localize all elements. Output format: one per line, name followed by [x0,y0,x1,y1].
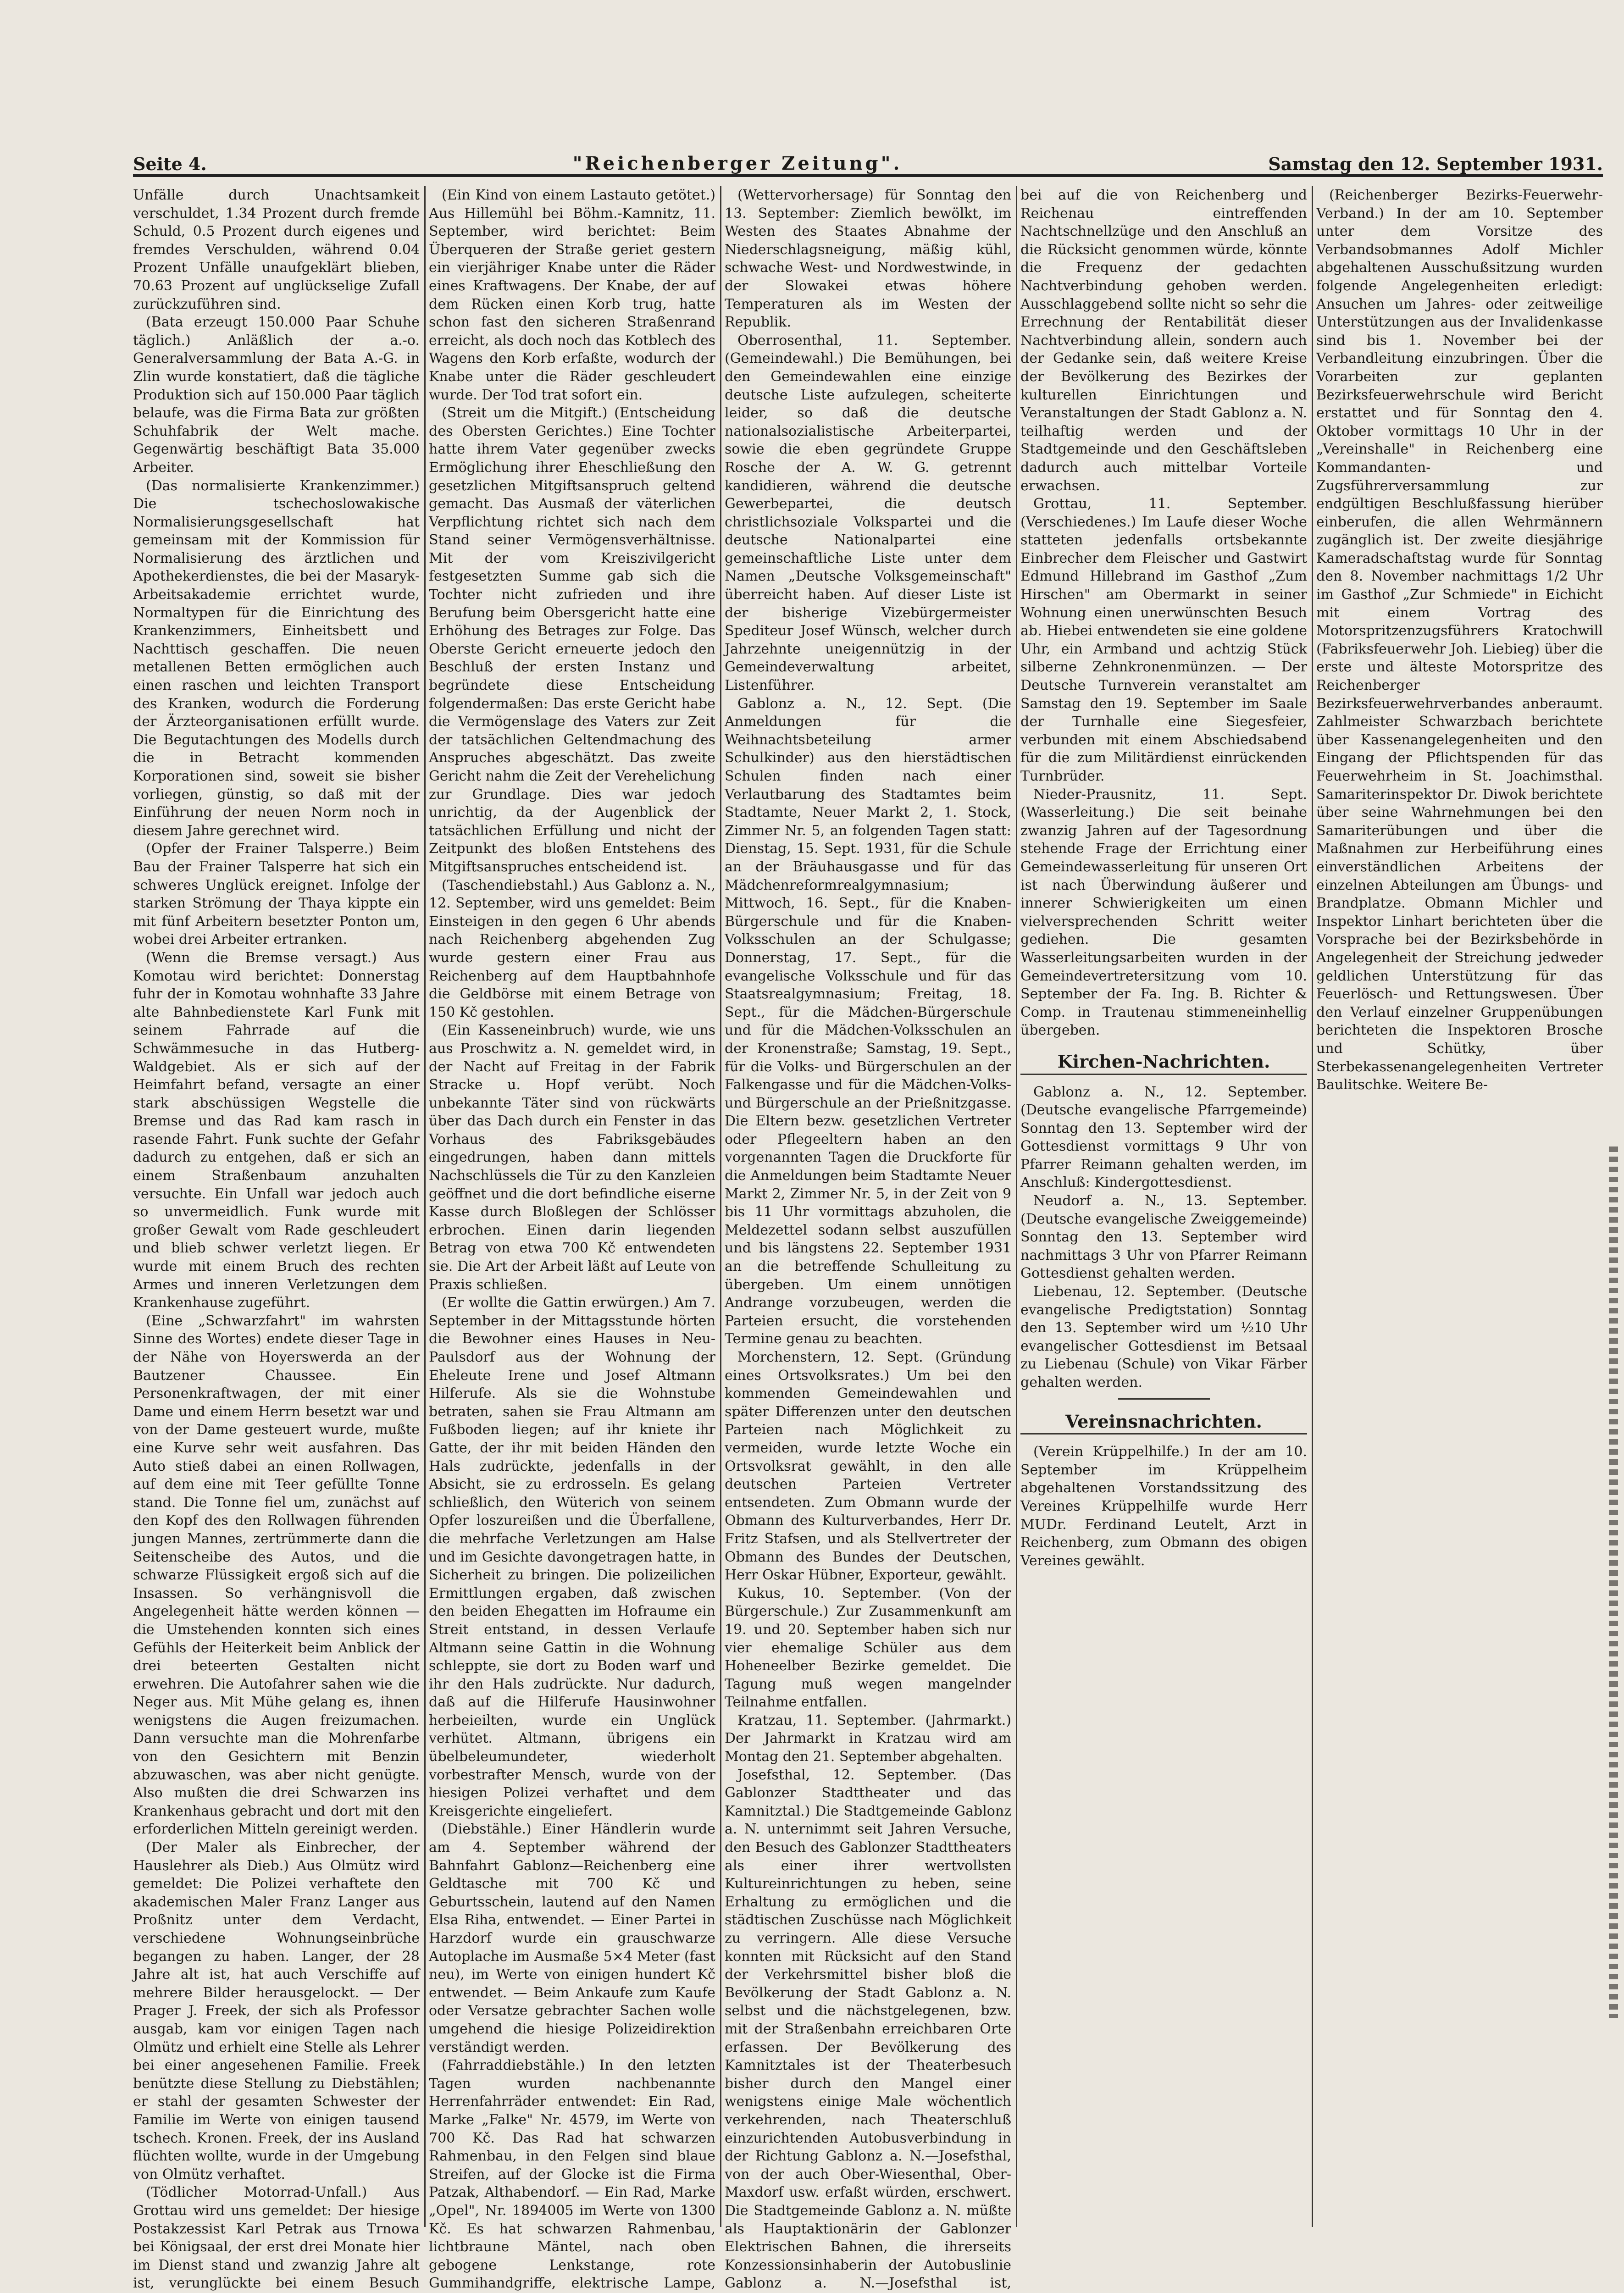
article-paragraph: (Bata erzeugt 150.000 Paar Schuhe täglich.) Anläßlich der a.-o. Generalversammlung der Bata A.-G. in Zlin wurde konstatiert, daß die tägliche Produktion sich auf 150.000 Paar täglich belaufe, was die Firma Bata zur größten Schuhfabrik der Welt mache. Gegenwärtig beschäftigt Bata 35.000 Arbeiter. [133,314,420,476]
article-paragraph: (Verein Krüppelhilfe.) In der am 10. September im Krüppelheim abgehaltenen Vorstandssitzung des Vereines Krüppelhilfe wurde Herr MUDr. Ferdinand Leutelt, Arzt in Reichenberg, zum Obmann des obigen Vereines gewählt. [1020,1444,1307,1569]
column-rule [720,186,721,2227]
page-header [133,142,1603,177]
column-2 [429,186,715,2292]
section-divider [1118,1398,1210,1400]
article-paragraph: bei auf die von Reichenberg und Reichenau eintreffenden Nachtschnellzüge und den Anschluß an die Rücksicht genommen würde, könnte die Frequenz der gedachten Nachtverbindung gehoben werden. Ausschlaggebend sollte nicht so sehr die Errechnung der Rentabilität dieser Nachtverbindung allein, sondern auch der Gedanke sein, daß weitere Kreise der Bevölkerung des Bezirkes der kulturellen Einrichtungen und Veranstaltungen der Stadt Gablonz a. N. teilhaftig werden und der Stadtgemeinde und den Geschäftsleben dadurch auch mittelbar Vorteile erwachsen. [1020,187,1307,494]
article-paragraph: (Reichenberger Bezirks-Feuerwehr-Verband.) In der am 10. September unter dem Vorsitze des Verbandsobmannes Adolf Michler abgehaltenen Ausschußsitzung wurden folgende Angelegenheiten erledigt: Ansuchen um Jahres- oder zeitweilige Unterstützungen aus der Invalidenkasse sind bis 1. November bei der Verbandleitung einzubringen. Über die Vorarbeiten zur geplanten Bezirksfeuerwehrschule wird Bericht erstattet und für Sonntag den 4. Oktober vormittags 10 Uhr in der „Vereinshalle" in Reichenberg eine Kommandanten- und Zugsführerversammlung zur endgültigen Beschlußfassung hierüber einberufen, die allen Wehrmännern zugänglich ist. Der zweite diesjährige Kameradschaftstag wurde für Sonntag den 8. November nachmittags 1/2 Uhr im Gasthof „Zur Schmiede" in Eichicht mit einem Vortrag des Motorspritzenzugsführers Kratochwill (Fabriksfeuerwehr Joh. Liebieg) über die erste und älteste Motorspritze des Reichenberger Bezirksfeuerwehrverbandes anberaumt. Zahlmeister Schwarzbach berichtete über Kassenangelegenheiten und den Eingang der Pflichtspenden für das Feuerwehrheim in St. Joachimsthal. Samariterinspektor Dr. Diwok berichtete über seine Wahrnehmungen bei den Samariterübungen und über die Maßnahmen zur Herbeiführung eines einverständlichen Arbeitens der einzelnen Abteilungen am Übungs- und Brandplatze. Obmann Michler und Inspektor Linhart berichteten über die Vorsprache bei der Bezirksbehörde in Angelegenheit der Streichung jedweder geldlichen Unterstützung für das Feuerlösch- und Rettungswesen. Über den Verlauf einzelner Gruppenübungen berichteten die Inspektoren Brosche und Schütky, über Sterbekassenangelegenheiten Vertreter Baulitschke. Weitere Be- [1316,187,1603,1093]
column-3 [725,186,1011,2292]
article-paragraph: Nieder-Prausnitz, 11. Sept. (Wasserleitung.) Die seit beinahe zwanzig Jahren auf der Tagesordnung stehende Frage der Errichtung einer Gemeindewasserleitung für unseren Ort ist nach Überwindung äußerer und innerer Schwierigkeiten um einen vielversprechenden Schritt weiter gediehen. Die gesamten Wasserleitungsarbeiten wurden in der Gemeindevertretersitzung vom 10. September der Fa. Ing. B. Richter & Comp. in Trautenau stimmeneinhellig übergeben. [1020,786,1307,1039]
article-paragraph: (Ein Kasseneinbruch) wurde, wie uns aus Proschwitz a. N. gemeldet wird, in der Nacht auf Freitag in der Fabrik Stracke u. Hopf verübt. Noch unbekannte Täter sind von rückwärts über das Dach durch ein Fenster in das Vorhaus des Fabriksgebäudes eingedrungen, haben dann mittels Nachschlüssels die Tür zu den Kanzleien geöffnet und die dort befindliche eiserne Kasse durch Bloßlegen der Schlösser erbrochen. Einen darin liegenden Betrag von etwa 700 Kč entwendeten sie. Die Art der Arbeit läßt auf Leute von Praxis schließen. [429,1022,715,1293]
page-edge-shadow [1609,1146,1618,2018]
article-paragraph: Gablonz a. N., 12. September. (Deutsche evangelische Pfarrgemeinde) Sonntag den 13. September wird der Gottesdienst vormittags 9 Uhr von Pfarrer Reimann gehalten werden, im Anschluß: Kindergottesdienst. [1020,1084,1307,1191]
column-rule [1016,186,1017,2227]
article-paragraph: (Wettervorhersage) für Sonntag den 13. September: Ziemlich bewölkt, im Westen des Staates Abnahme der Niederschlagsneigung, mäßig kühl, schwache West- und Nordwestwinde, in der Slowakei etwas höhere Temperaturen als im Westen der Republik. [725,187,1011,331]
article-paragraph: Josefsthal, 12. September. (Das Gablonzer Stadttheater und das Kamnitztal.) Die Stadtgemeinde Gablonz a. N. unternimmt seit Jahren Versuche, den Besuch des Gablonzer Stadttheaters als einer ihrer wertvollsten Kultureinrichtungen zu heben, seine Erhaltung zu ermöglichen und die städtischen Zuschüsse nach Möglichkeit zu verringern. Alle diese Versuche konnten mit Rücksicht auf den Stand der Verkehrsmittel bisher bloß die Bevölkerung der Stadt Gablonz a. N. selbst und die nächstgelegenen, bzw. mit der Straßenbahn erreichbaren Orte erfassen. Der Bevölkerung des Kamnitztales ist der Theaterbesuch bisher durch den Mangel einer wenigstens einige Male wöchentlich verkehrenden, nach Theaterschluß einzurichtenden Autobusverbindung in der Richtung Gablonz a. N.—Josefsthal, von der auch Ober-Wiesenthal, Ober-Maxdorf usw. erfaßt würden, erschwert. Die Stadtgemeinde Gablonz a. N. müßte als Hauptaktionärin der Gablonzer Elektrischen Bahnen, die ihrerseits Konzessionsinhaberin der Autobuslinie Gablonz a. N.—Josefsthal ist, [725,1767,1011,2292]
article-paragraph: (Der Maler als Einbrecher, der Hauslehrer als Dieb.) Aus Olmütz wird gemeldet: Die Polizei verhaftete den akademischen Maler Franz Langer aus Proßnitz unter dem Verdacht, verschiedene Wohnungseinbrüche begangen zu haben. Langer, der 28 Jahre alt ist, hat auch Verschiffe auf mehrere Bilder herausgelockt. — Der Prager J. Freek, der sich als Professor ausgab, kam vor einigen Tagen nach Olmütz und erhielt eine Stelle als Lehrer bei einer angesehenen Familie. Freek benützte diese Stellung zu Diebstählen; er stahl der gesamten Schwester der Familie im Werte von einigen tausend tschech. Kronen. Freek, der ins Ausland flüchten wollte, wurde in der Umgebung von Olmütz verhaftet. [133,1839,420,2182]
article-paragraph: Morchenstern, 12. Sept. (Gründung eines Ortsvolksrates.) Um bei den kommenden Gemeindewahlen und später Differenzen unter den deutschen Parteien nach Möglichkeit zu vermeiden, wurde letzte Woche ein Ortsvolksrat gewählt, in den alle deutschen Parteien Vertreter entsendeten. Zum Obmann wurde der Obmann des Kulturverbandes, Herr Dr. Fritz Stafsen, und als Stellvertreter der Obmann des Bundes der Deutschen, Herr Oskar Hübner, Exporteur, gewählt. [725,1349,1011,1584]
column-rule [1312,186,1313,2227]
article-paragraph: Gablonz a. N., 12. Sept. (Die Anmeldungen für die Weihnachtsbeteilung armer Schulkinder) aus den hierstädtischen Schulen finden nach einer Verlautbarung des Stadtamtes beim Stadtamte, Neuer Markt 2, 1. Stock, Zimmer Nr. 5, an folgenden Tagen statt: Dienstag, 15. Sept. 1931, für die Schule an der Bräuhausgasse und für das Mädchenreformrealgymnasium; Mittwoch, 16. Sept., für die Knaben-Bürgerschule und für die Knaben-Volksschulen an der Schulgasse; Donnerstag, 17. Sept., für die evangelische Volksschule und für das Staatsrealgymnasium; Freitag, 18. Sept., für die Mädchen-Bürgerschule und für die Mädchen-Volksschulen an der Kronenstraße; Samstag, 19. Sept., für die Volks- und Bürgerschulen an der Falkengasse und für die Mädchen-Volks- und Bürgerschule an der Prießnitzgasse. Die Eltern bezw. gesetzlichen Vertreter oder Pflegeeltern haben an den vorgenannten Tagen die Druckforte für die Anmeldungen beim Stadtamte Neuer Markt 2, Zimmer Nr. 5, in der Zeit von 9 bis 11 Uhr vormittags abzuholen, die Meldezettel sodann selbst auszufüllen und bis längstens 22. September 1931 an die betreffende Schulleitung zu übergeben. Um einem unnötigen Andrange vorzubeugen, werden die Parteien ersucht, die vorstehenden Termine genau zu beachten. [725,695,1011,1347]
article-paragraph: (Tödlicher Motorrad-Unfall.) Aus Grottau wird uns gemeldet: Der hiesige Postakzessist Karl Petrak aus Trnowa bei Königsaal, der erst drei Monate hier im Dienst stand und zwanzig Jahre alt ist, verunglückte bei einem Besuch [133,2184,420,2292]
newspaper-page [133,142,1603,2292]
page-number: Seite 4. [133,154,207,174]
article-paragraph: (Ein Kind von einem Lastauto getötet.) Aus Hillemühl bei Böhm.-Kamnitz, 11. September, wird berichtet: Beim Überqueren der Straße geriet gestern ein vierjähriger Knabe unter die Räder eines Kraftwagens. Der Knabe, der auf dem Rücken einen Korb trug, hatte schon fast den sicheren Straßenrand erreicht, als doch noch das Kotblech des Wagens den Korb erfaßte, wodurch der Knabe unter die Räder geschleudert wurde. Der Tod trat sofort ein. [429,187,715,403]
article-paragraph: (Fahrraddiebstähle.) In den letzten Tagen wurden nachbenannte Herrenfahrräder entwendet: Ein Rad, Marke „Falke" Nr. 4579, im Werte von 700 Kč. Das Rad hat schwarzen Rahmenbau, in den Felgen sind blaue Streifen, auf der Glocke ist die Firma Patzak, Althabendorf. — Ein Rad, Marke „Opel", Nr. 1894005 im Werte von 1300 Kč. Es hat schwarzen Rahmenbau, lichtbraune Mäntel, nach oben gebogene Lenkstange, rote Gummihandgriffe, elektrische Lampe, [429,2057,715,2292]
article-paragraph: (Opfer der Frainer Talsperre.) Beim Bau der Frainer Talsperre hat sich ein schweres Unglück ereignet. Infolge der starken Strömung der Thaya kippte ein mit fünf Arbeitern besetzter Ponton um, wobei drei Arbeiter ertranken. [133,841,420,948]
article-paragraph: Liebenau, 12. September. (Deutsche evangelische Predigtstation) Sonntag den 13. September wird um ½10 Uhr evangelischer Gottesdienst im Betsaal zu Liebenau (Schule) von Vikar Färber gehalten werden. [1020,1284,1307,1390]
column-rule [424,186,426,2227]
article-paragraph: (Wenn die Bremse versagt.) Aus Komotau wird berichtet: Donnerstag fuhr der in Komotau wohnhafte 33 Jahre alte Bahnbedienstete Karl Funk mit seinem Fahrrade auf die Schwämmesuche in das Hutberg-Waldgebiet. Als er sich auf der Heimfahrt befand, versagte an einer stark abschüssigen Wegstelle die Bremse und das Rad kam rasch in rasende Fahrt. Funk suchte der Gefahr dadurch zu entgehen, daß er sich an einem Straßenbaum anzuhalten versuchte. Ein Unfall war jedoch auch so unvermeidlich. Funk wurde mit großer Gewalt vom Rade geschleudert und blieb schwer verletzt liegen. Er wurde mit einem Bruch des rechten Armes und inneren Verletzungen dem Krankenhause zugeführt. [133,949,420,1311]
article-paragraph: Oberrosenthal, 11. September. (Gemeindewahl.) Die Bemühungen, bei den Gemeindewahlen eine einzige deutsche Liste aufzulegen, scheiterte leider, so daß die deutsche nationalsozialistische Arbeiterpartei, sowie die eben gegründete Gruppe Rosche der A. W. G. getrennt kandidieren, während die deutsche Gewerbepartei, die deutsch christlichsoziale Volkspartei und die deutsche Nationalpartei eine gemeinschaftliche Liste unter dem Namen „Deutsche Volksgemeinschaft" überreicht haben. Auf dieser Liste ist der bisherige Vizebürgermeister Spediteur Josef Wünsch, welcher durch Jahrzehnte uneigennützig in der Gemeindeverwaltung arbeitet, Listenführer. [725,332,1011,694]
article-paragraph: (Das normalisierte Krankenzimmer.) Die tschechoslowakische Normalisierungsgesellschaft hat gemeinsam mit der Kommission für Normalisierung des ärztlichen und Apothekerdienstes, die bei der Masaryk-Arbeitsakademie errichtet wurde, Normaltypen für die Einrichtung des Krankenzimmers, Einheitsbett und Nachttisch geschaffen. Die neuen metallenen Betten ermöglichen auch einen raschen und leichten Transport des Kranken, wodurch die Forderung der Ärzteorganisationen erfüllt wurde. Die Begutachtungen des Modells durch die in Betracht kommenden Korporationen sind, soweit sie bisher vorliegen, günstig, so daß mit der Einführung der neuen Norm noch in diesem Jahre gerechnet wird. [133,477,420,839]
section-heading-kirchen: Kirchen-Nachrichten. [1020,1052,1307,1075]
article-paragraph: Grottau, 11. September. (Verschiedenes.) Im Laufe dieser Woche statteten jedenfalls ortsbekannte Einbrecher dem Fleischer und Gastwirt Edmund Hillebrand im Gasthof „Zum Hirschen" am Obermarkt in seiner Wohnung einen unerwünschten Besuch ab. Hiebei entwendeten sie eine goldene Uhr, ein Armband und achtzig Stück silberne Zehnkronenmünzen. — Der Deutsche Turnverein veranstaltet am Samstag den 19. September im Saale der Turnhalle eine Siegesfeier, verbunden mit einem Abschiedsabend für die zum Militärdienst einrückenden Turnbrüder. [1020,496,1307,784]
issue-date: Samstag den 12. September 1931. [1268,154,1603,174]
article-paragraph: (Eine „Schwarzfahrt" im wahrsten Sinne des Wortes) endete dieser Tage in der Nähe von Hoyerswerda an der Bautzener Chaussee. Ein Personenkraftwagen, der mit einer Dame und einem Herrn besetzt war und von der Dame gesteuert wurde, mußte eine Kurve sehr weit ausfahren. Das Auto stieß dabei an einen Rollwagen, auf dem eine mit Teer gefüllte Tonne stand. Die Tonne fiel um, zunächst auf den Kopf des den Rollwagen führenden jungen Mannes, zertrümmerte dann die Seitenscheibe des Autos, und die schwarze Flüssigkeit ergoß sich auf die Insassen. So verhängnisvoll die Angelegenheit hätte werden können — die Umstehenden konnten sich eines Gefühls der Heiterkeit beim Anblick der drei beteerten Gestalten nicht erwehren. Die Autofahrer sahen wie die Neger aus. Mit Mühe gelang es, ihnen wenigstens die Augen freizumachen. Dann versuchte man die Mohrenfarbe von den Gesichtern mit Benzin abzuwaschen, was aber nicht genügte. Also mußten die drei Schwarzen ins Krankenhaus gebracht und dort mit den erforderlichen Mitteln gereinigt werden. [133,1313,420,1838]
article-paragraph: (Streit um die Mitgift.) (Entscheidung des Obersten Gerichtes.) Eine Tochter hatte ihrem Vater gegenüber zwecks Ermöglichung ihrer Eheschließung den gesetzlichen Mitgiftsanspruch geltend gemacht. Das Ausmaß der väterlichen Verpflichtung richtet sich nach dem Stand seiner Vermögensverhältnisse. Mit der vom Kreiszivilgericht festgesetzten Summe gab sich die Tochter nicht zufrieden und ihre Berufung beim Obersgericht hatte eine Erhöhung des Betrages zur Folge. Das Oberste Gericht erneuerte jedoch den Beschluß der ersten Instanz und begründete diese Entscheidung folgendermaßen: Das erste Gericht habe die Vermögenslage des Vaters zur Zeit der tatsächlichen Geltendmachung des Anspruches abgeschätzt. Das zweite Gericht nahm die Zeit der Verehelichung zur Grundlage. Dies war jedoch unrichtig, da der Augenblick der tatsächlichen Erfüllung und nicht der Zeitpunkt des bloßen Entstehens des Mitgiftsanspruches entscheidend ist. [429,405,715,875]
article-paragraph: (Diebstähle.) Einer Händlerin wurde am 4. September während der Bahnfahrt Gablonz—Reichenberg eine Geldtasche mit 700 Kč und Geburtsschein, lautend auf den Namen Elsa Riha, entwendet. — Einer Partei in Harzdorf wurde ein grauschwarze Autoplache im Ausmaße 5×4 Meter (fast neu), im Werte von einigen hundert Kč entwendet. — Beim Ankaufe zum Kaufe oder Versatze gebrachter Sachen wolle umgehend die hiesige Polizeidirektion verständigt werden. [429,1821,715,2055]
column-1 [133,186,420,2292]
newspaper-title: "Reichenberger Zeitung". [572,153,903,174]
article-paragraph: (Er wollte die Gattin erwürgen.) Am 7. September in der Mittagsstunde hörten die Bewohner eines Hauses in Neu-Paulsdorf aus der Wohnung der Eheleute Irene und Josef Altmann Hilferufe. Als sie die Wohnstube betraten, sahen sie Frau Altmann am Fußboden liegen; auf ihr kniete ihr Gatte, der ihr mit beiden Händen den Hals zudrückte, jedenfalls in der Absicht, sie zu erdrosseln. Es gelang schließlich, den Wüterich von seinem Opfer loszureißen und die Überfallene, die mehrfache Verletzungen am Halse und im Gesichte davongetragen hatte, in Sicherheit zu bringen. Die polizeilichen Ermittlungen ergaben, daß zwischen den beiden Ehegatten im Hofraume ein Streit entstand, in dessen Verlaufe Altmann seine Gattin in die Wohnung schleppte, sie dort zu Boden warf und ihr den Hals zudrückte. Nur dadurch, daß auf die Hilferufe Hausinwohner herbeieilten, wurde ein Unglück verhütet. Altmann, übrigens ein übelbeleumundeter, wiederholt vorbestrafter Mensch, wurde von der hiesigen Polizei verhaftet und dem Kreisgerichte eingeliefert. [429,1295,715,1819]
article-paragraph: Kukus, 10. September. (Von der Bürgerschule.) Zur Zusammenkunft am 19. und 20. September haben sich nur vier ehemalige Schüler aus dem Hoheneelber Bezirke gemeldet. Die Tagung muß wegen mangelnder Teilnahme entfallen. [725,1585,1011,1711]
column-4 [1020,186,1307,2227]
article-paragraph: (Taschendiebstahl.) Aus Gablonz a. N., 12. September, wird uns gemeldet: Beim Einsteigen in den gegen 6 Uhr abends nach Reichenberg abgehenden Zug wurde gestern einer Frau aus Reichenberg auf dem Hauptbahnhofe die Geldbörse mit einem Betrage von 150 Kč gestohlen. [429,877,715,1020]
section-heading-vereins: Vereinsnachrichten. [1020,1412,1307,1435]
column-5 [1316,186,1603,2227]
article-paragraph: Neudorf a. N., 13. September. (Deutsche evangelische Zweiggemeinde) Sonntag den 13. September wird nachmittags 3 Uhr von Pfarrer Reimann Gottesdienst gehalten werden. [1020,1193,1307,1282]
article-paragraph: Kratzau, 11. September. (Jahrmarkt.) Der Jahrmarkt in Kratzau wird am Montag den 21. September abgehalten. [725,1712,1011,1765]
article-columns [133,186,1603,2292]
article-paragraph: Unfälle durch Unachtsamkeit verschuldet, 1.34 Prozent durch fremde Schuld, 0.5 Prozent durch eigenes und fremdes Verschulden, während 0.04 Prozent Unfälle unaufgeklärt blieben, 70.63 Prozent auf unglückselige Zufall zurückzuführen sind. [133,187,420,312]
